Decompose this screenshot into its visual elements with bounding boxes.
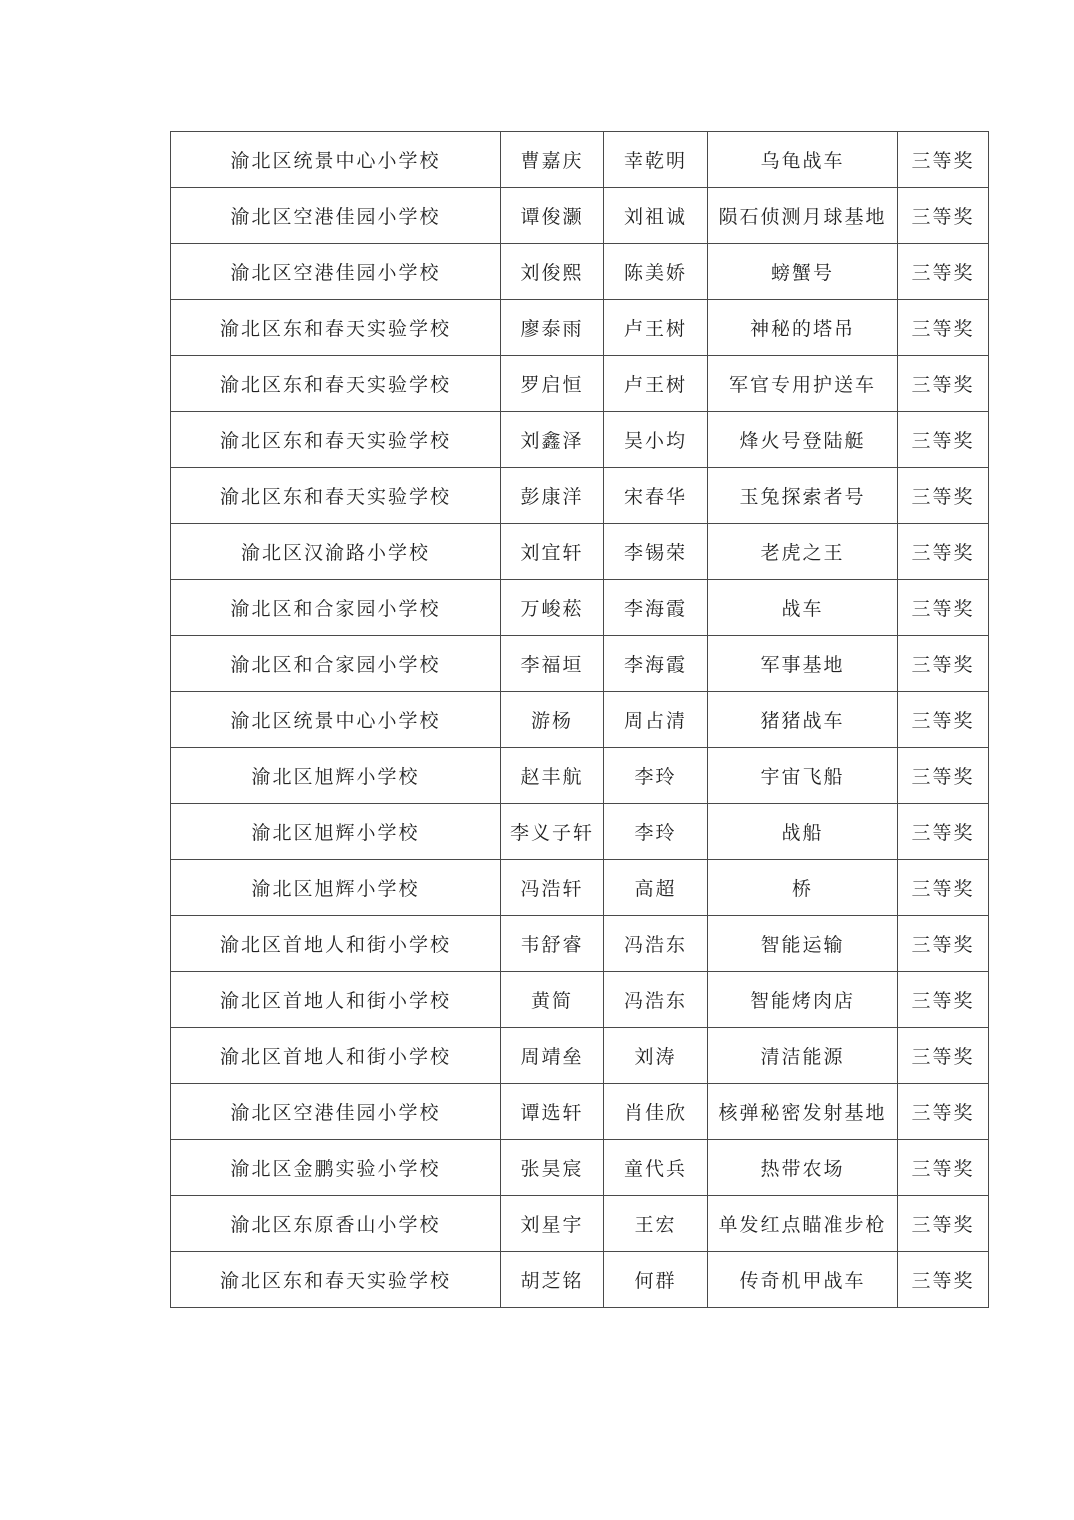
table-row	[171, 524, 989, 580]
student-cell: 廖泰雨	[501, 300, 604, 356]
school-cell: 渝北区东和春天实验学校	[171, 300, 501, 356]
student-cell: 彭康洋	[501, 468, 604, 524]
school-cell: 渝北区和合家园小学校	[171, 580, 501, 636]
table-row	[171, 580, 989, 636]
work-title-cell: 老虎之王	[708, 524, 898, 580]
table-row	[171, 244, 989, 300]
award-cell: 三等奖	[898, 860, 989, 916]
student-cell: 刘俊熙	[501, 244, 604, 300]
table-row	[171, 804, 989, 860]
award-cell: 三等奖	[898, 1028, 989, 1084]
school-cell: 渝北区统景中心小学校	[171, 692, 501, 748]
award-cell: 三等奖	[898, 468, 989, 524]
teacher-cell: 卢王树	[604, 300, 708, 356]
award-cell: 三等奖	[898, 244, 989, 300]
work-title-cell: 桥	[708, 860, 898, 916]
table-row	[171, 412, 989, 468]
school-cell: 渝北区东和春天实验学校	[171, 468, 501, 524]
award-cell: 三等奖	[898, 804, 989, 860]
student-cell: 万峻菘	[501, 580, 604, 636]
school-cell: 渝北区首地人和街小学校	[171, 972, 501, 1028]
teacher-cell: 李海霞	[604, 580, 708, 636]
student-cell: 曹嘉庆	[501, 132, 604, 188]
student-cell: 罗启恒	[501, 356, 604, 412]
award-cell: 三等奖	[898, 748, 989, 804]
work-title-cell: 宇宙飞船	[708, 748, 898, 804]
school-cell: 渝北区首地人和街小学校	[171, 1028, 501, 1084]
table-row	[171, 916, 989, 972]
teacher-cell: 吴小均	[604, 412, 708, 468]
table-row	[171, 748, 989, 804]
teacher-cell: 宋春华	[604, 468, 708, 524]
school-cell: 渝北区旭辉小学校	[171, 860, 501, 916]
work-title-cell: 热带农场	[708, 1140, 898, 1196]
student-cell: 刘星宇	[501, 1196, 604, 1252]
teacher-cell: 李玲	[604, 804, 708, 860]
work-title-cell: 军官专用护送车	[708, 356, 898, 412]
student-cell: 李福垣	[501, 636, 604, 692]
work-title-cell: 螃蟹号	[708, 244, 898, 300]
teacher-cell: 何群	[604, 1252, 708, 1308]
student-cell: 游杨	[501, 692, 604, 748]
student-cell: 谭俊灏	[501, 188, 604, 244]
award-cell: 三等奖	[898, 300, 989, 356]
student-cell: 张昊宸	[501, 1140, 604, 1196]
teacher-cell: 周占清	[604, 692, 708, 748]
student-cell: 谭选轩	[501, 1084, 604, 1140]
school-cell: 渝北区金鹏实验小学校	[171, 1140, 501, 1196]
work-title-cell: 清洁能源	[708, 1028, 898, 1084]
work-title-cell: 战船	[708, 804, 898, 860]
teacher-cell: 李海霞	[604, 636, 708, 692]
table-row	[171, 692, 989, 748]
teacher-cell: 高超	[604, 860, 708, 916]
school-cell: 渝北区东和春天实验学校	[171, 356, 501, 412]
school-cell: 渝北区首地人和街小学校	[171, 916, 501, 972]
school-cell: 渝北区东和春天实验学校	[171, 412, 501, 468]
school-cell: 渝北区汉渝路小学校	[171, 524, 501, 580]
student-cell: 韦舒睿	[501, 916, 604, 972]
school-cell: 渝北区统景中心小学校	[171, 132, 501, 188]
teacher-cell: 刘涛	[604, 1028, 708, 1084]
work-title-cell: 战车	[708, 580, 898, 636]
student-cell: 刘宜轩	[501, 524, 604, 580]
table-row	[171, 1196, 989, 1252]
work-title-cell: 玉兔探索者号	[708, 468, 898, 524]
work-title-cell: 猪猪战车	[708, 692, 898, 748]
teacher-cell: 幸乾明	[604, 132, 708, 188]
work-title-cell: 单发红点瞄准步枪	[708, 1196, 898, 1252]
school-cell: 渝北区空港佳园小学校	[171, 188, 501, 244]
award-cell: 三等奖	[898, 692, 989, 748]
teacher-cell: 刘祖诚	[604, 188, 708, 244]
table-row	[171, 860, 989, 916]
table-row	[171, 972, 989, 1028]
teacher-cell: 王宏	[604, 1196, 708, 1252]
award-cell: 三等奖	[898, 580, 989, 636]
teacher-cell: 冯浩东	[604, 916, 708, 972]
work-title-cell: 核弹秘密发射基地	[708, 1084, 898, 1140]
table-row	[171, 1140, 989, 1196]
student-cell: 胡芝铭	[501, 1252, 604, 1308]
table-row	[171, 1028, 989, 1084]
work-title-cell: 军事基地	[708, 636, 898, 692]
school-cell: 渝北区空港佳园小学校	[171, 1084, 501, 1140]
school-cell: 渝北区旭辉小学校	[171, 748, 501, 804]
school-cell: 渝北区空港佳园小学校	[171, 244, 501, 300]
table-row	[171, 1084, 989, 1140]
work-title-cell: 神秘的塔吊	[708, 300, 898, 356]
school-cell: 渝北区东和春天实验学校	[171, 1252, 501, 1308]
work-title-cell: 智能烤肉店	[708, 972, 898, 1028]
teacher-cell: 肖佳欣	[604, 1084, 708, 1140]
table-row	[171, 1252, 989, 1308]
teacher-cell: 李锡荣	[604, 524, 708, 580]
table-row	[171, 356, 989, 412]
table-row	[171, 132, 989, 188]
school-cell: 渝北区东原香山小学校	[171, 1196, 501, 1252]
table-row	[171, 468, 989, 524]
award-cell: 三等奖	[898, 356, 989, 412]
award-cell: 三等奖	[898, 188, 989, 244]
school-cell: 渝北区和合家园小学校	[171, 636, 501, 692]
award-cell: 三等奖	[898, 524, 989, 580]
student-cell: 黄简	[501, 972, 604, 1028]
award-cell: 三等奖	[898, 1084, 989, 1140]
work-title-cell: 陨石侦测月球基地	[708, 188, 898, 244]
work-title-cell: 烽火号登陆艇	[708, 412, 898, 468]
teacher-cell: 卢王树	[604, 356, 708, 412]
award-cell: 三等奖	[898, 636, 989, 692]
teacher-cell: 陈美娇	[604, 244, 708, 300]
award-table-body	[171, 132, 989, 1308]
table-row	[171, 636, 989, 692]
student-cell: 冯浩轩	[501, 860, 604, 916]
award-cell: 三等奖	[898, 916, 989, 972]
award-cell: 三等奖	[898, 1140, 989, 1196]
teacher-cell: 童代兵	[604, 1140, 708, 1196]
award-cell: 三等奖	[898, 1252, 989, 1308]
table-row	[171, 300, 989, 356]
table-row	[171, 188, 989, 244]
school-cell: 渝北区旭辉小学校	[171, 804, 501, 860]
award-cell: 三等奖	[898, 972, 989, 1028]
teacher-cell: 冯浩东	[604, 972, 708, 1028]
award-table	[170, 131, 989, 1308]
award-cell: 三等奖	[898, 132, 989, 188]
student-cell: 赵丰航	[501, 748, 604, 804]
work-title-cell: 传奇机甲战车	[708, 1252, 898, 1308]
student-cell: 周靖垒	[501, 1028, 604, 1084]
student-cell: 李义子轩	[501, 804, 604, 860]
award-cell: 三等奖	[898, 1196, 989, 1252]
award-cell: 三等奖	[898, 412, 989, 468]
work-title-cell: 智能运输	[708, 916, 898, 972]
student-cell: 刘鑫泽	[501, 412, 604, 468]
teacher-cell: 李玲	[604, 748, 708, 804]
work-title-cell: 乌龟战车	[708, 132, 898, 188]
